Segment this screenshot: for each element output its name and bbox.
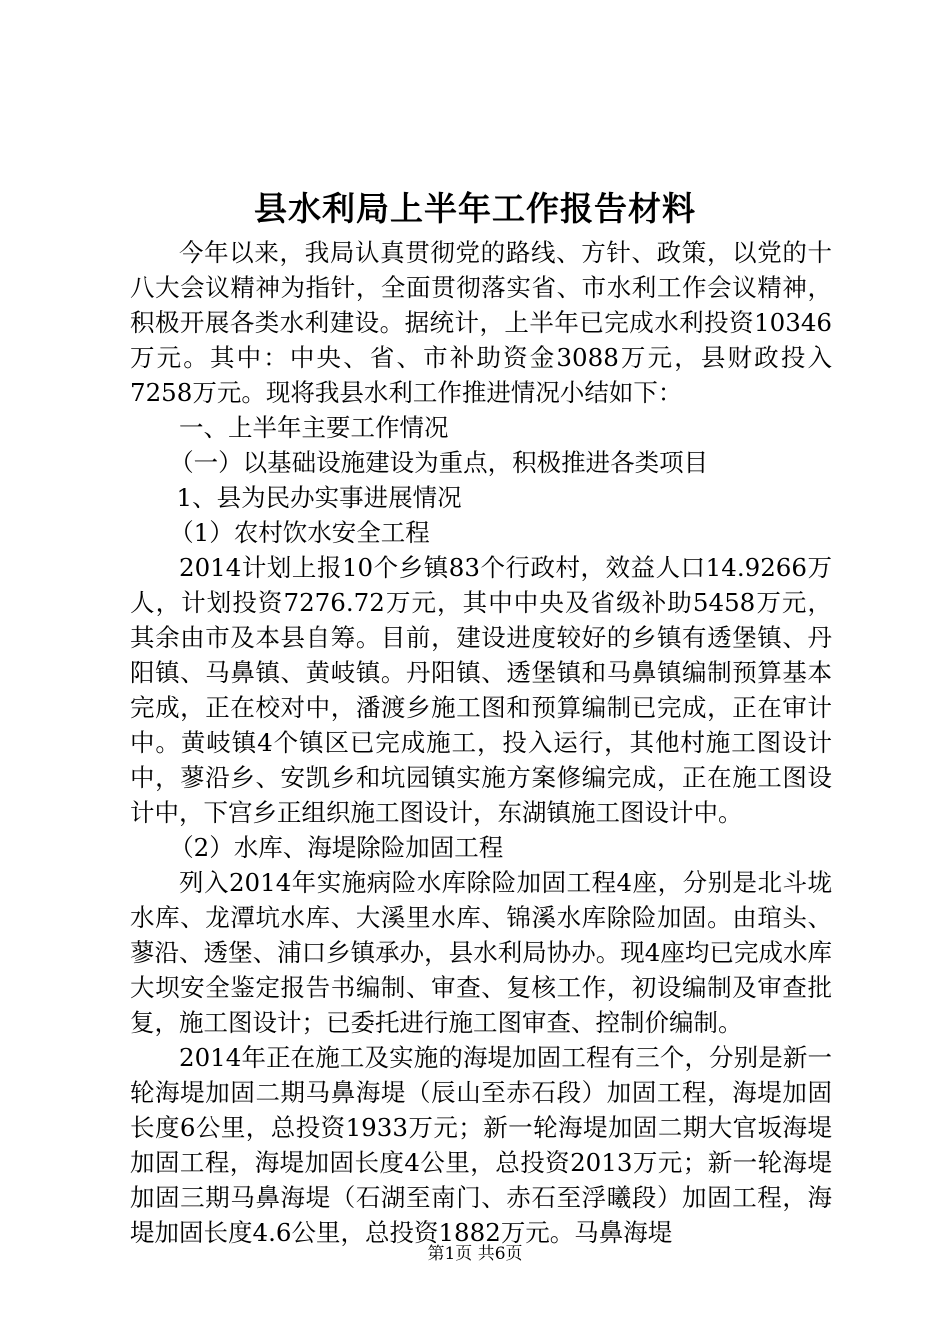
document-body: [130, 235, 832, 1250]
paragraph-seawall: 2014年正在施工及实施的海堤加固工程有三个，分别是新一轮海堤加固二期马鼻海堤（辰山至赤石段）加固工程，海堤加固长度6公里，总投资1933万元；新一轮海堤加固二期大官坂海堤加固工程，海堤加固长度4公里，总投资2013万元；新一轮海堤加固三期马鼻海堤（石湖至南门、赤石至浮曦段）加固工程，海堤加固长度4.6公里，总投资1882万元。马鼻海堤: [130, 1043, 832, 1247]
section-heading-1-1-1: 1、县为民办实事进展情况: [176, 483, 462, 512]
section-heading-1: 一、上半年主要工作情况: [179, 413, 449, 442]
item-heading-reservoir-seawall: （2）水库、海堤除险加固工程: [169, 833, 504, 862]
document-title: 县水利局上半年工作报告材料: [254, 189, 696, 228]
paragraph-reservoir: 列入2014年实施病险水库除险加固工程4座，分别是北斗垅水库、龙潭坑水库、大溪里水库、锦溪水库除险加固。由琯头、蓼沿、透堡、浦口乡镇承办，县水利局协办。现4座均已完成水库大坝安全鉴定报告书编制、审查、复核工作，初设编制及审查批复，施工图设计；已委托进行施工图审查、控制价编制。: [130, 868, 832, 1037]
item-heading-rural-water: （1）农村饮水安全工程: [169, 518, 430, 547]
paragraph-rural-water: 2014计划上报10个乡镇83个行政村，效益人口14.9266万人，计划投资7276.72万元，其中中央及省级补助5458万元，其余由市及本县自筹。目前，建设进度较好的乡镇有透堡镇、丹阳镇、马鼻镇、黄岐镇。丹阳镇、透堡镇和马鼻镇编制预算基本完成，正在校对中，潘渡乡施工图和预算编制已完成，正在审计中。黄岐镇4个镇区已完成施工，投入运行，其他村施工图设计中，蓼沿乡、安凯乡和坑园镇实施方案修编完成，正在施工图设计中，下宫乡正组织施工图设计，东湖镇施工图设计中。: [130, 553, 832, 827]
page-footer: 第1页 共6页: [427, 1244, 523, 1264]
paragraph-intro: 今年以来，我局认真贯彻党的路线、方针、政策，以党的十八大会议精神为指针，全面贯彻落实省、市水利工作会议精神，积极开展各类水利建设。据统计，上半年已完成水利投资10346万元。其中：中央、省、市补助资金3088万元，县财政投入7258万元。现将我县水利工作推进情况小结如下：: [130, 238, 832, 407]
section-heading-1-1: （一）以基础设施建设为重点，积极推进各类项目: [169, 448, 709, 477]
